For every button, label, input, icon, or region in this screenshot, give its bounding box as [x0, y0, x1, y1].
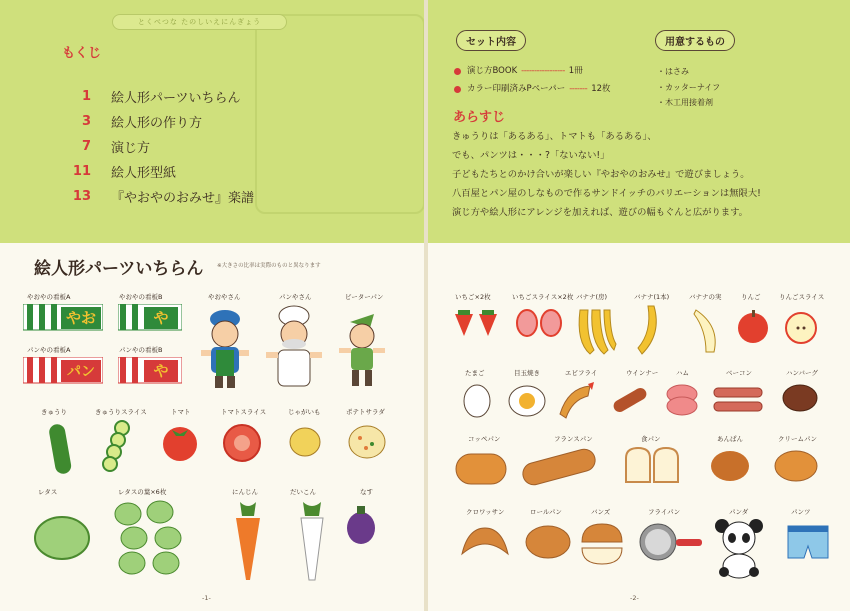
material-item: ・木工用接着剤	[657, 98, 713, 107]
part-caption: たまご	[465, 369, 485, 377]
toc-title: 絵人形の作り方	[111, 116, 203, 131]
lettuce-picture	[33, 512, 91, 560]
lettuce-leaves-picture	[112, 500, 190, 576]
synopsis-line: でも、パンツは・・・?「ないない!」	[452, 150, 610, 161]
bullet-icon	[454, 68, 461, 75]
toc-page-number: 1	[81, 89, 91, 104]
part-caption: コッペパン	[468, 435, 501, 443]
greengrocer-figure	[199, 304, 251, 392]
part-caption: りんご	[741, 293, 761, 301]
part-caption: バナナの実	[689, 293, 722, 301]
fried-egg-picture	[506, 382, 548, 420]
part-caption: パンダ	[729, 508, 749, 516]
toc-item[interactable]	[50, 134, 254, 159]
yaoya-sign-a	[23, 304, 103, 336]
page-number-right: -2-	[630, 594, 639, 602]
potato-picture	[287, 424, 323, 460]
banana-bunch-picture	[574, 304, 618, 358]
part-caption: バナナ(1本)	[634, 293, 670, 301]
toc-item[interactable]	[50, 84, 254, 109]
dash-leader: -------	[569, 84, 588, 94]
cream-bun-picture	[772, 444, 820, 484]
set-item-qty: 1冊	[568, 66, 583, 76]
ham-picture	[662, 380, 702, 420]
part-caption: ベーコン	[726, 369, 752, 377]
tomato-slice-picture	[221, 422, 263, 464]
part-caption: きゅうり	[41, 408, 67, 416]
banana-picture	[634, 304, 668, 356]
toc-title: 演じ方	[111, 141, 151, 156]
sign-text: やお	[65, 309, 97, 327]
anpan-picture	[708, 446, 752, 484]
panda-picture	[712, 516, 766, 580]
part-caption: だいこん	[290, 488, 316, 496]
part-caption: レタスの葉×6枚	[118, 488, 167, 496]
bacon-picture	[710, 380, 766, 420]
egg-picture	[458, 380, 496, 420]
part-caption: ウインナー	[626, 369, 659, 377]
synopsis-text	[452, 127, 827, 222]
toc-item[interactable]	[50, 159, 254, 184]
cucumber-picture	[44, 420, 78, 476]
part-caption: やおやさん	[208, 293, 241, 301]
set-contents-list	[454, 62, 611, 98]
part-caption: いちごスライス×2枚	[512, 293, 574, 301]
part-caption: なす	[360, 488, 373, 496]
fried-shrimp-picture	[552, 380, 596, 422]
yaoya-sign-b	[118, 304, 182, 336]
toc-heading: もくじ	[62, 46, 102, 61]
toc-page-number: 11	[72, 164, 91, 179]
part-caption: ロールパン	[530, 508, 562, 516]
part-caption: やおやの看板A	[27, 293, 71, 301]
part-caption: パンやの看板A	[27, 346, 71, 354]
tomato-picture	[159, 422, 201, 462]
materials-list	[657, 64, 720, 111]
apple-slice-picture	[781, 308, 821, 344]
sign-text: や	[153, 309, 169, 327]
toc-item[interactable]	[50, 184, 254, 209]
toc-page-number: 3	[81, 114, 91, 129]
synopsis-line: 子どもたちとのかけ合いが楽しい『やおやのおみせ』で遊びましょう。	[452, 169, 750, 180]
part-caption: バナナ(房)	[576, 293, 608, 301]
materials-label: 用意するもの	[655, 30, 735, 51]
synopsis-line: 演じ方や絵人形にアレンジを加えれば、遊びの幅もぐんと広がります。	[452, 207, 748, 218]
panya-sign-b	[118, 357, 182, 389]
part-caption: トマト	[171, 408, 191, 416]
part-caption: きゅうりスライス	[95, 408, 147, 416]
toc-page-number: 13	[72, 189, 91, 204]
sausage-picture	[610, 382, 650, 418]
frying-pan-picture	[636, 520, 706, 564]
part-caption: パンやの看板B	[119, 346, 163, 354]
banana-fruit-picture	[690, 306, 724, 354]
french-bread-picture	[518, 446, 600, 488]
dash-leader: -----------------	[521, 66, 565, 76]
part-caption: フランスパン	[554, 435, 593, 443]
part-caption: ハム	[676, 369, 689, 377]
bullet-icon	[454, 86, 461, 93]
croissant-picture	[458, 520, 512, 564]
sign-text: や	[153, 362, 169, 380]
hamburg-steak-picture	[780, 380, 820, 416]
set-item-name: 演じ方BOOK	[467, 66, 518, 76]
part-caption: いちご×2枚	[455, 293, 491, 301]
part-caption: じゃがいも	[288, 408, 321, 416]
page-gutter	[424, 0, 428, 611]
eggplant-picture	[344, 502, 378, 546]
set-item-qty: 12枚	[591, 84, 611, 94]
part-caption: 食パン	[641, 435, 661, 443]
part-caption: あんぱん	[717, 435, 743, 443]
part-caption: フライパン	[648, 508, 681, 516]
set-contents-label: セット内容	[456, 30, 526, 51]
carrot-picture	[228, 500, 268, 584]
synopsis-line: 八百屋とパン屋のしなもので作るサンドイッチのバリエーションは無限大!	[452, 188, 761, 199]
underpants-picture	[784, 522, 832, 562]
synopsis-line: きゅうりは「あるある」、トマトも「あるある」、	[452, 131, 657, 142]
sign-text: パン	[67, 364, 95, 380]
roll-bread-picture	[522, 520, 574, 562]
daikon-picture	[295, 500, 329, 584]
buns-picture	[578, 520, 626, 568]
part-caption: エビフライ	[565, 369, 598, 377]
toc-title: 絵人形型紙	[111, 166, 177, 181]
toc-item[interactable]	[50, 109, 254, 134]
part-caption: ポテトサラダ	[346, 408, 385, 416]
strawberry-picture	[452, 308, 502, 338]
material-item: ・カッターナイフ	[657, 82, 721, 92]
sliced-bread-picture	[622, 446, 686, 486]
part-caption: やおやの看板B	[119, 293, 163, 301]
page-number-left: -1-	[202, 594, 211, 602]
part-caption: ピーターパン	[345, 293, 384, 301]
baker-figure	[265, 304, 323, 392]
set-item	[454, 62, 611, 80]
part-caption: にんじん	[232, 488, 258, 496]
cucumber-slice-picture	[96, 420, 136, 474]
part-caption: トマトスライス	[221, 408, 267, 416]
strawberry-slice-picture	[515, 308, 565, 338]
potato-salad-picture	[346, 422, 388, 462]
title-ribbon: とくべつな たのしいえにんぎょう	[112, 14, 287, 30]
background-illustration	[255, 14, 425, 214]
part-caption: 目玉焼き	[514, 369, 540, 377]
part-caption: レタス	[38, 488, 58, 496]
section-title: 絵人形パーツいちらん	[34, 259, 204, 279]
synopsis-heading: あらすじ	[453, 110, 506, 125]
part-caption: パンツ	[791, 508, 811, 516]
peter-pan-figure	[336, 304, 388, 392]
toc-page-number: 7	[81, 139, 91, 154]
part-caption: クリームパン	[778, 435, 817, 443]
set-item-name: カラー印刷済みPペーパー	[467, 84, 566, 94]
material-item: ・はさみ	[657, 67, 689, 76]
part-caption: クロワッサン	[466, 508, 505, 516]
toc-title: 絵人形パーツいちらん	[111, 91, 241, 106]
part-caption: りんごスライス	[779, 293, 825, 301]
set-item	[454, 80, 611, 98]
part-caption: バンズ	[591, 508, 611, 516]
part-caption: ハンバーグ	[786, 369, 819, 377]
koppe-bread-picture	[452, 448, 510, 488]
scale-note: ※大きさの比率は実際のものと異なります	[217, 263, 321, 269]
part-caption: パンやさん	[279, 293, 312, 301]
panya-sign-a	[23, 357, 103, 389]
table-of-contents	[50, 84, 254, 209]
toc-title: 『やおやのおみせ』楽譜	[111, 191, 255, 206]
apple-picture	[734, 308, 772, 344]
